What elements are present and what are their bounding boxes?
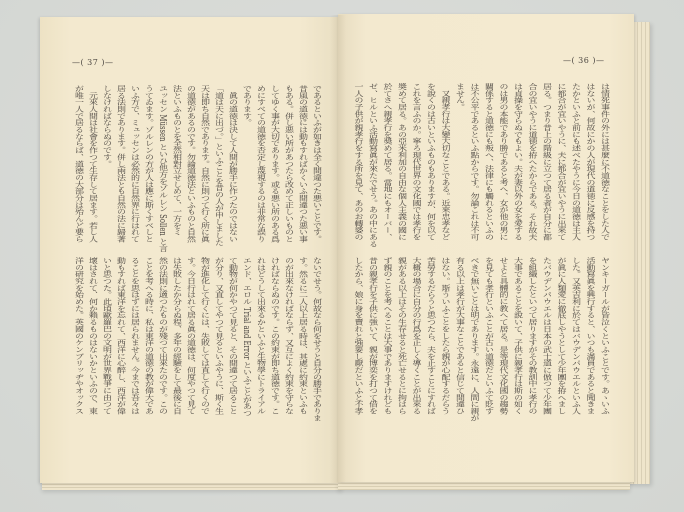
text-column: ければならぬのです。この約束が即ち道徳です。こ: [269, 257, 279, 415]
text-column: ヤンキーガールが皆泣くといふことです。あゝいふ: [599, 257, 609, 415]
text-column: のが出來なければならず、又互によく約束を守らな: [283, 257, 293, 415]
text-column: であるといふが如きは全く間違つた悪いことです。: [311, 85, 321, 243]
text-column: 居る。つまり昔上の階級に立つて居る者が自分に都: [541, 83, 551, 241]
text-column: は貞操を守らぬでもよい。夫が妻以外の女を愛する: [512, 83, 522, 241]
text-column: 「道は天に出づ。」といふことを昔の人が申しました: [213, 85, 223, 246]
text-column: 有る以上は孝行が大事なことであると信じて間違ひ: [454, 257, 464, 415]
text-column: 洋の研究を始めた。英國のケンブリッヂやオックス: [73, 257, 83, 415]
text-column: ユッセン Müssen といひ他方をゾルレン Sollen と言: [157, 85, 167, 252]
left-page-number: —( 37 )—: [72, 58, 114, 67]
text-column: を組織したといつて居りますがその教訓中に孝行の: [526, 257, 537, 415]
text-column: うてゐます。ゾルレンの方が人は應に斯くすべしと: [143, 85, 153, 243]
text-column: が分り、又直してやつて見るといふやうに、斯く生: [213, 257, 223, 415]
text-column: を見ても孝行といふことが古い道徳だといふて貶す: [483, 257, 493, 415]
text-column: 一人の子供が親孝行をする所を見て、あのお轉婆の: [352, 83, 363, 241]
left-page-upper-tier: [71, 85, 323, 252]
text-column: 活動寫眞を興行すると、いつも滿員であると聞きま: [584, 257, 595, 415]
text-column: これを言ふのか。寧ろ現代世界の文化國では孝行を: [410, 83, 421, 241]
text-column: 眞の道徳は決して人間が勝手に作つたのではない: [227, 85, 237, 243]
text-column: 關係すると道徳にも叛へ、法律にも觸れるといふの: [483, 83, 493, 241]
text-column: もある。併し悪い所があつたら改めて正しいものと: [283, 85, 293, 243]
text-column: いと思つた。此頃歐羅巴の文明が世界戰爭に由つて: [101, 257, 111, 415]
text-column: は失敗したか分らぬ程、多年の經驗をして最後に自: [171, 257, 181, 415]
right-page-lower-tier: [350, 257, 611, 432]
text-column: す。今日行はれて居る眞の道徳は、何度やつて見て: [185, 257, 195, 415]
text-column: 又親孝行は大變大切なことである。近來忠孝など: [439, 83, 450, 241]
text-column: べきで無いことは明であります。永遠に、人間に親が: [468, 257, 479, 422]
text-column: 合の宜いやうに道徳を拵へたからである。それ故夫: [526, 83, 537, 241]
book-gutter: [330, 15, 346, 483]
text-column: 天は即ち自然であります。自然に則つて行く所に眞: [199, 85, 209, 243]
text-column: は情死事件の外には甚麼に不道徳なことをした人で: [599, 83, 609, 241]
text-column: ことを考へる時に、私は東洋の道徳の教が偉大であ: [143, 257, 153, 415]
text-column: した。又英吉利に於てはバウデンパウエルといふ人: [570, 257, 580, 415]
text-column: エンド、エロル Trial and Error といふことがあつ: [241, 257, 251, 417]
text-column: たバウデンパウエルは日本の武士道に倣つて少年團: [541, 257, 551, 415]
text-column: す。然るに二人以上居る時は、其處に約束といふも: [297, 257, 307, 415]
text-column: 物が進化して行くには、失敗しては直して行くので: [199, 257, 209, 415]
text-column: はない。斯ういふことをしたら親が心配するだらう: [439, 257, 450, 415]
text-column: て動物が何かやつて見ると、その間違つて居ること: [227, 257, 237, 415]
text-column: であります。: [241, 85, 251, 127]
text-column: ゼ、ヒルといふ活動寫眞が來たでせう。あの中にある: [367, 83, 377, 248]
text-column: ないでせう。何故なら何をせうと自分の勝手でありま: [311, 257, 321, 422]
text-column: 於てさへ親孝行を奬めて居る。當地にもオーバー、: [381, 83, 392, 241]
right-page-number: —( 36 )—: [563, 56, 605, 65]
text-column: 然の法則に適つたものが殘つて出來たのです。この: [157, 257, 167, 415]
text-column: 苦勞するだらうと思つたら、夫を止すことにすれば: [425, 257, 435, 415]
text-column: いふ方で、ミュッセンは必然的に自然界に行はれて: [129, 85, 139, 243]
text-column: 昔の親孝行を子供に強いて、親が博奕を打つて借を: [367, 257, 377, 415]
text-column: 親がある以上はその生存せると死亡せるとに拘はら: [396, 257, 406, 415]
text-column: 法といふものとを全然相對立せしめて、一方をミ: [171, 85, 181, 236]
text-column: は不公平であるといふ點からです。勿論これは不可: [468, 83, 479, 241]
text-column: はないが、何故にかの人が現代の道徳に反感を持つ: [584, 83, 595, 241]
text-column: ず親のことを考へることは大事でありますけれども: [381, 257, 392, 415]
text-column: を說くのは古いといふものもありますが、何を以て: [425, 83, 435, 241]
text-column: 大事であることを說いて、子供に親孝行は斯の如く: [512, 257, 522, 415]
text-column: のは男の本能であり勝であると考へ、女が他の男に: [497, 83, 508, 241]
text-column: 奬めて居る。あの亞米利加の自由な個人主義の國に: [396, 83, 406, 241]
text-column: が眞に人類愛に徹底しやうとして少年團を拵へまし: [555, 257, 566, 415]
text-column: せよと具體的に教へて居る。是等現代文化國の趨勢: [497, 257, 508, 415]
text-column: ることを思はずには居られません。今までは吾々は: [129, 257, 139, 415]
right-page-upper-tier: [350, 83, 611, 247]
text-column: 壞はされて、何か賴るものはないかといふので、東: [87, 257, 97, 415]
text-column: したから、娘に身を賣れと強要し厭だといふと不孝: [352, 257, 363, 415]
text-column: 元來人間は社會を作つて生存して居ます。若し人: [87, 85, 97, 243]
text-column: 大概の場合に自分の行爲を正しく導くことが出來る: [410, 257, 421, 415]
left-page-lower-tier: [71, 257, 323, 432]
text-column: が唯一人で居るならば、道徳の大部分は殆んど要ら: [73, 85, 83, 243]
text-column: たかといふと前にも述べたやうに今日の道徳は主人: [570, 83, 580, 241]
text-column: めにすべての道徳を否定し蔑視するのは非常な誤り: [255, 85, 265, 243]
text-column: 動もすれば東洋を忘れて、西洋に心醉し、西洋が偉: [115, 257, 125, 415]
text-column: ません。: [454, 83, 464, 111]
text-column: に都合が宜いやうに、夫に都合が宜いやうに出來て: [555, 83, 566, 241]
text-column: 居る法則であります。併し兩法とも自然の法に歸著: [115, 85, 125, 243]
text-column: れはどうして出來るかといふと生物學にトライアル: [255, 257, 265, 415]
text-column: の道徳があるのです。勿論道徳法といふものと自然: [185, 85, 195, 243]
text-column: してゆく事が大切であります。或る悪い所のある爲: [269, 85, 279, 243]
text-column: 昔風の道徳には動もすればかくいふ間違つた悪い事: [297, 85, 307, 243]
text-column: しなければならぬのです。: [101, 85, 111, 168]
